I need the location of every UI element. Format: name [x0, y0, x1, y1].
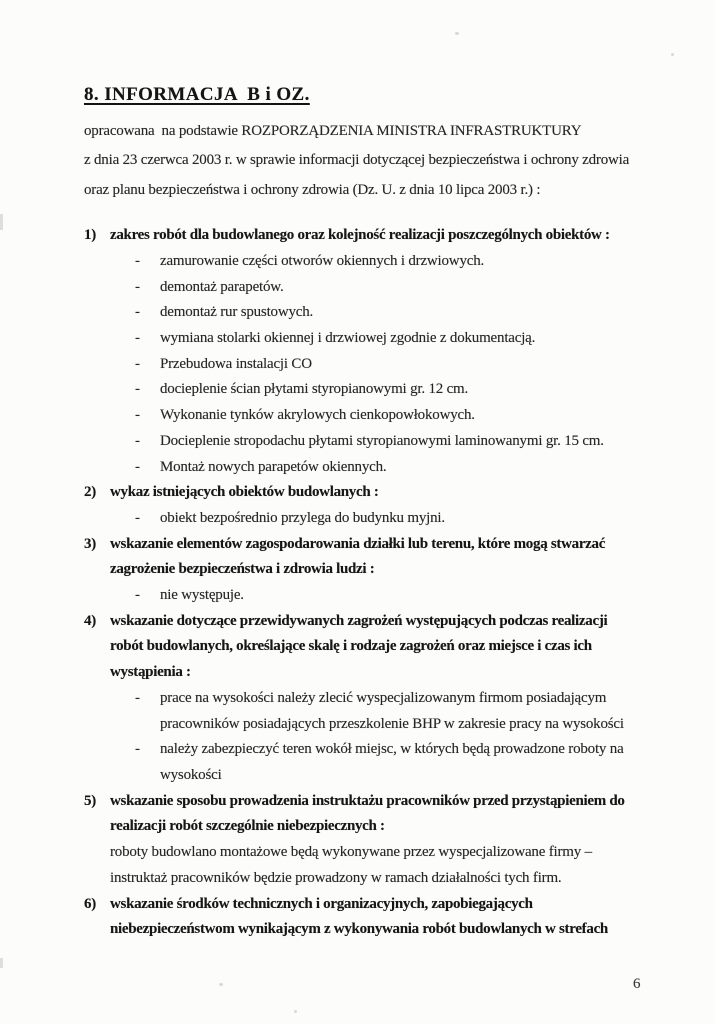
bullet-item: [110, 275, 666, 301]
bullet-item: [110, 429, 666, 455]
scan-speck: [671, 53, 674, 56]
bullet-text-line: wysokości: [160, 766, 222, 783]
scan-speck: [455, 32, 459, 35]
item-body-line: roboty budowlano montażowe będą wykonywane przez wyspecjalizowane firmy –: [110, 844, 592, 861]
item-title-line: realizacji robót szczególnie niebezpiecznych :: [110, 818, 385, 835]
item-title-line: niebezpieczeństwom wynikającym z wykonywania robót budowlanych w strefach: [110, 921, 608, 938]
section-heading: 8. INFORMACJA B i OZ.: [84, 84, 310, 105]
bullet-item: [110, 583, 666, 609]
numbered-list: [84, 223, 666, 943]
bullet-text-line: nie występuje.: [160, 587, 244, 604]
numbered-item-2: [84, 480, 666, 531]
bullet-dash: -: [135, 252, 140, 269]
bullet-item: [110, 326, 666, 352]
intro-line: oraz planu bezpieczeństwa i ochrony zdrowia (Dz. U. z dnia 10 lipca 2003 r.) :: [84, 181, 541, 198]
bullet-dash: -: [135, 432, 140, 449]
bullet-item: [110, 506, 666, 532]
bullet-text-line: demontaż rur spustowych.: [160, 304, 314, 321]
scan-edge-smudge: [0, 958, 3, 968]
item-title-line: wskazanie sposobu prowadzenia instruktażu pracowników przed przystąpieniem do: [110, 792, 625, 809]
item-title-line: wystąpienia :: [110, 664, 191, 681]
bullet-text-line: należy zabezpieczyć teren wokół miejsc, w których będą prowadzone roboty na: [160, 741, 624, 758]
item-number: 4): [84, 612, 97, 629]
intro-paragraph: [84, 117, 666, 205]
bullet-text-line: wymiana stolarki okiennej i drzwiowej zgodnie z dokumentacją.: [160, 330, 536, 347]
item-title-line: wykaz istniejących obiektów budowlanych :: [110, 484, 379, 501]
numbered-item-1: [84, 223, 666, 480]
numbered-item-3: [84, 532, 666, 609]
bullet-text-line: Wykonanie tynków akrylowych cienkopowłokowych.: [160, 407, 475, 424]
bullet-text-line: docieplenie ścian płytami styropianowymi gr. 12 cm.: [160, 381, 469, 398]
item-number: 5): [84, 792, 97, 809]
bullet-dash: -: [135, 458, 140, 475]
page-number: 6: [633, 976, 641, 992]
item-body-line: instruktaż pracowników będzie prowadzony w ramach działalności tych firm.: [110, 869, 562, 886]
bullet-text-line: obiekt bezpośrednio przylega do budynku myjni.: [160, 509, 445, 526]
bullet-item: [110, 686, 666, 737]
scan-edge-smudge: [0, 214, 3, 230]
bullet-dash: -: [135, 381, 140, 398]
bullet-text-line: zamurowanie części otworów okiennych i drzwiowych.: [160, 252, 485, 269]
item-number: 1): [84, 227, 97, 244]
bullet-text-line: demontaż parapetów.: [160, 278, 284, 295]
bullet-item: [110, 737, 666, 788]
intro-line: opracowana na podstawie ROZPORZĄDZENIA MINISTRA INFRASTRUKTURY: [84, 123, 582, 139]
bullet-dash: -: [135, 689, 140, 706]
bullet-item: [110, 300, 666, 326]
scan-speck: [219, 983, 223, 986]
intro-line: z dnia 23 czerwca 2003 r. w sprawie informacji dotyczącej bezpieczeństwa i ochrony zdrowia: [84, 152, 630, 169]
bullet-dash: -: [135, 304, 140, 321]
item-title-line: wskazanie środków technicznych i organizacyjnych, zapobiegających: [110, 895, 533, 912]
bullet-text-line: pracowników posiadających przeszkolenie BHP w zakresie pracy na wysokości: [160, 715, 624, 732]
item-title-line: zakres robót dla budowlanego oraz kolejność realizacji poszczególnych obiektów :: [110, 227, 610, 244]
bullet-text-line: Montaż nowych parapetów okiennych.: [160, 458, 387, 475]
item-title-line: robót budowlanych, określające skalę i rodzaje zagrożeń oraz miejsce i czas ich: [110, 638, 592, 655]
bullet-item: [110, 377, 666, 403]
numbered-item-6: [84, 892, 666, 943]
item-number: 3): [84, 535, 97, 552]
bullet-text-line: Przebudowa instalacji CO: [160, 355, 312, 372]
bullet-dash: -: [135, 330, 140, 347]
bullet-dash: -: [135, 741, 140, 758]
item-number: 2): [84, 484, 97, 501]
bullet-item: [110, 455, 666, 481]
item-number: 6): [84, 895, 97, 912]
numbered-item-4: [84, 609, 666, 789]
bullet-dash: -: [135, 355, 140, 372]
bullet-dash: -: [135, 509, 140, 526]
bullet-item: [110, 249, 666, 275]
item-title-line: wskazanie elementów zagospodarowania działki lub terenu, które mogą stwarzać: [110, 535, 606, 552]
bullet-dash: -: [135, 587, 140, 604]
bullet-text-line: prace na wysokości należy zlecić wyspecjalizowanym firmom posiadającym: [160, 689, 607, 706]
item-title-line: zagrożenie bezpieczeństwa i zdrowia ludzi :: [110, 561, 375, 578]
bullet-text-line: Docieplenie stropodachu płytami styropianowymi laminowanymi gr. 15 cm.: [160, 432, 604, 449]
item-title-line: wskazanie dotyczące przewidywanych zagrożeń występujących podczas realizacji: [110, 612, 608, 629]
bullet-item: [110, 352, 666, 378]
bullet-dash: -: [135, 407, 140, 424]
document-content: [84, 84, 666, 943]
bullet-item: [110, 403, 666, 429]
bullet-dash: -: [135, 278, 140, 295]
scan-speck: [294, 1010, 297, 1013]
numbered-item-5: [84, 789, 666, 892]
